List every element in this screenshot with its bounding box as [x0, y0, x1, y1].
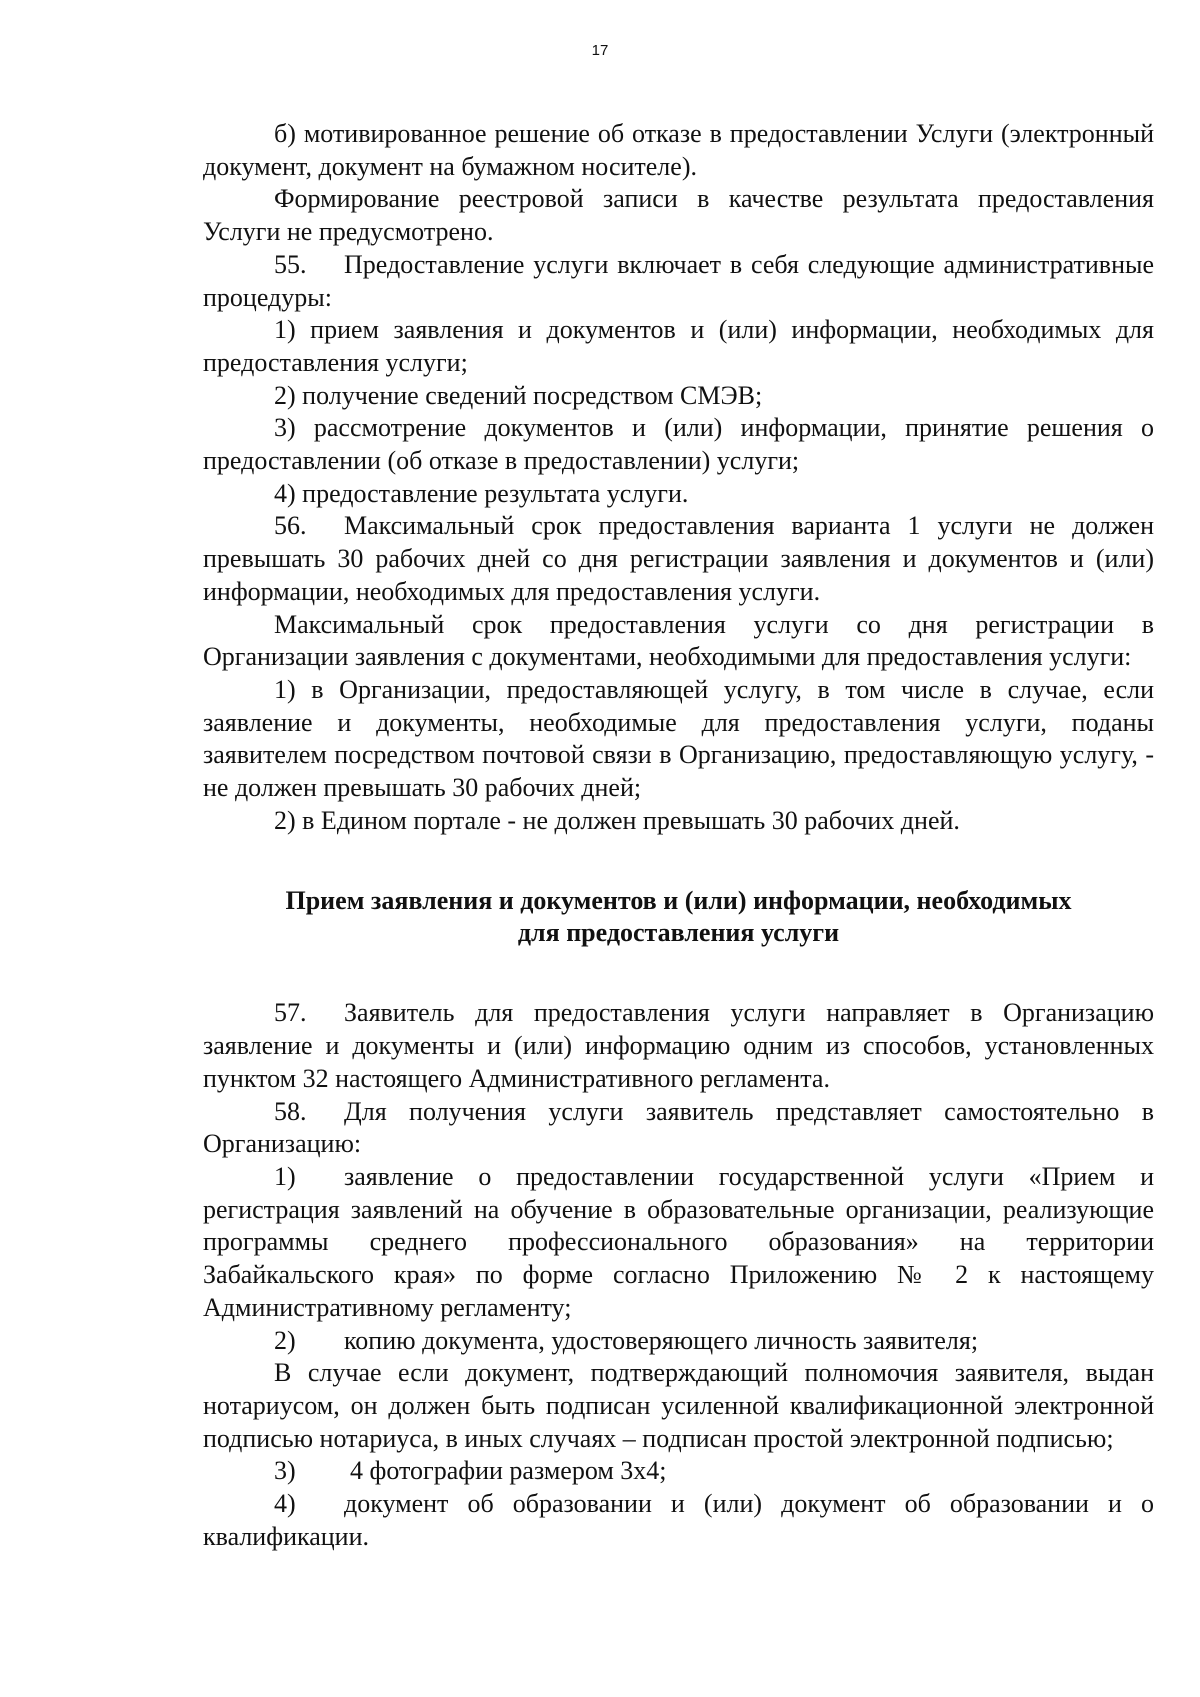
numbered-paragraph — [203, 1488, 1154, 1553]
paragraph-number: 57. — [274, 998, 307, 1028]
paragraph: 4) предоставление результата услуги. — [274, 478, 689, 508]
section-heading — [203, 885, 1154, 949]
paragraph-text: Для получения услуги заявитель представляет самостоятельно в Организацию: — [203, 1096, 1154, 1159]
paragraph-text: Максимальный срок предоставления варианта 1 услуги не должен превышать 30 рабочих дней со дня регистрации заявления и документов и (или) информации, необходимых для предоставления услуги. — [203, 511, 1154, 606]
numbered-paragraph — [203, 1325, 1154, 1358]
numbered-paragraph — [203, 510, 1154, 608]
paragraph-number: 2) — [274, 1325, 296, 1355]
paragraph: 1) в Организации, предоставляющей услугу, в том числе в случае, если заявление и документы, необходимые для предоставления услуги, поданы заявителем посредством почтовой связи в Организацию, предоставляющую услугу, - не должен превышать 30 рабочих дней; — [203, 674, 1154, 803]
paragraph-number: 1) — [274, 1161, 296, 1191]
page-number: 17 — [591, 42, 609, 59]
paragraph-text: 4 фотографии размером 3х4; — [350, 1456, 667, 1486]
paragraph-text: заявление о предоставлении государственной услуги «Прием и регистрация заявлений на обучение в образовательные организации, реализующие программы среднего профессионального образования» на территории Забайкальского края» по форме согласно Приложению № 2 к настоящему Административному регламенту; — [203, 1161, 1154, 1322]
paragraph-text: копию документа, удостоверяющего личность заявителя; — [344, 1325, 979, 1355]
paragraph: 2) получение сведений посредством СМЭВ; — [274, 380, 763, 410]
paragraph: б) мотивированное решение об отказе в предоставлении Услуги (электронный документ, документ на бумажном носителе). — [203, 119, 1154, 181]
paragraph-number: 55. — [274, 249, 307, 279]
paragraph-text: документ об образовании и (или) документ об образовании и о квалификации. — [203, 1489, 1154, 1551]
paragraph: Формирование реестровой записи в качестве результата предоставления Услуги не предусмотрено. — [203, 184, 1154, 247]
numbered-paragraph — [203, 1096, 1154, 1161]
paragraph-number: 56. — [274, 511, 307, 541]
paragraph-number: 58. — [274, 1096, 307, 1126]
paragraph: Максимальный срок предоставления услуги со дня регистрации в Организации заявления с документами, необходимыми для предоставления услуги: — [203, 609, 1154, 672]
paragraph-text: Предоставление услуги включает в себя следующие административные процедуры: — [203, 249, 1154, 312]
paragraph: 1) прием заявления и документов и (или) информации, необходимых для предоставления услуги; — [203, 315, 1154, 377]
numbered-paragraph — [203, 1161, 1154, 1325]
paragraph: 2) в Едином портале - не должен превышать 30 рабочих дней. — [274, 805, 960, 835]
document-section-top — [203, 118, 1154, 837]
paragraph: 3) рассмотрение документов и (или) информации, принятие решения о предоставлении (об отказе в предоставлении) услуги; — [203, 413, 1154, 476]
section-heading-line-1: Прием заявления и документов и (или) информации, необходимых — [285, 886, 1072, 916]
numbered-paragraph — [203, 1455, 1154, 1488]
paragraph-number: 3) — [274, 1456, 296, 1486]
paragraph-number: 4) — [274, 1489, 296, 1519]
document-section-bottom — [203, 997, 1154, 1553]
document-body — [203, 118, 1154, 1553]
paragraph: В случае если документ, подтверждающий полномочия заявителя, выдан нотариусом, он должен быть подписан усиленной квалификационной электронной подписью нотариуса, в иных случаях – подписан простой электронной подписью; — [203, 1358, 1154, 1453]
section-heading-line-2: для предоставления услуги — [517, 918, 840, 948]
numbered-paragraph — [203, 997, 1154, 1095]
numbered-paragraph — [203, 249, 1154, 314]
paragraph-text: Заявитель для предоставления услуги направляет в Организацию заявление и документы и (или) информацию одним из способов, установленных пунктом 32 настоящего Административного регламента. — [203, 998, 1154, 1093]
